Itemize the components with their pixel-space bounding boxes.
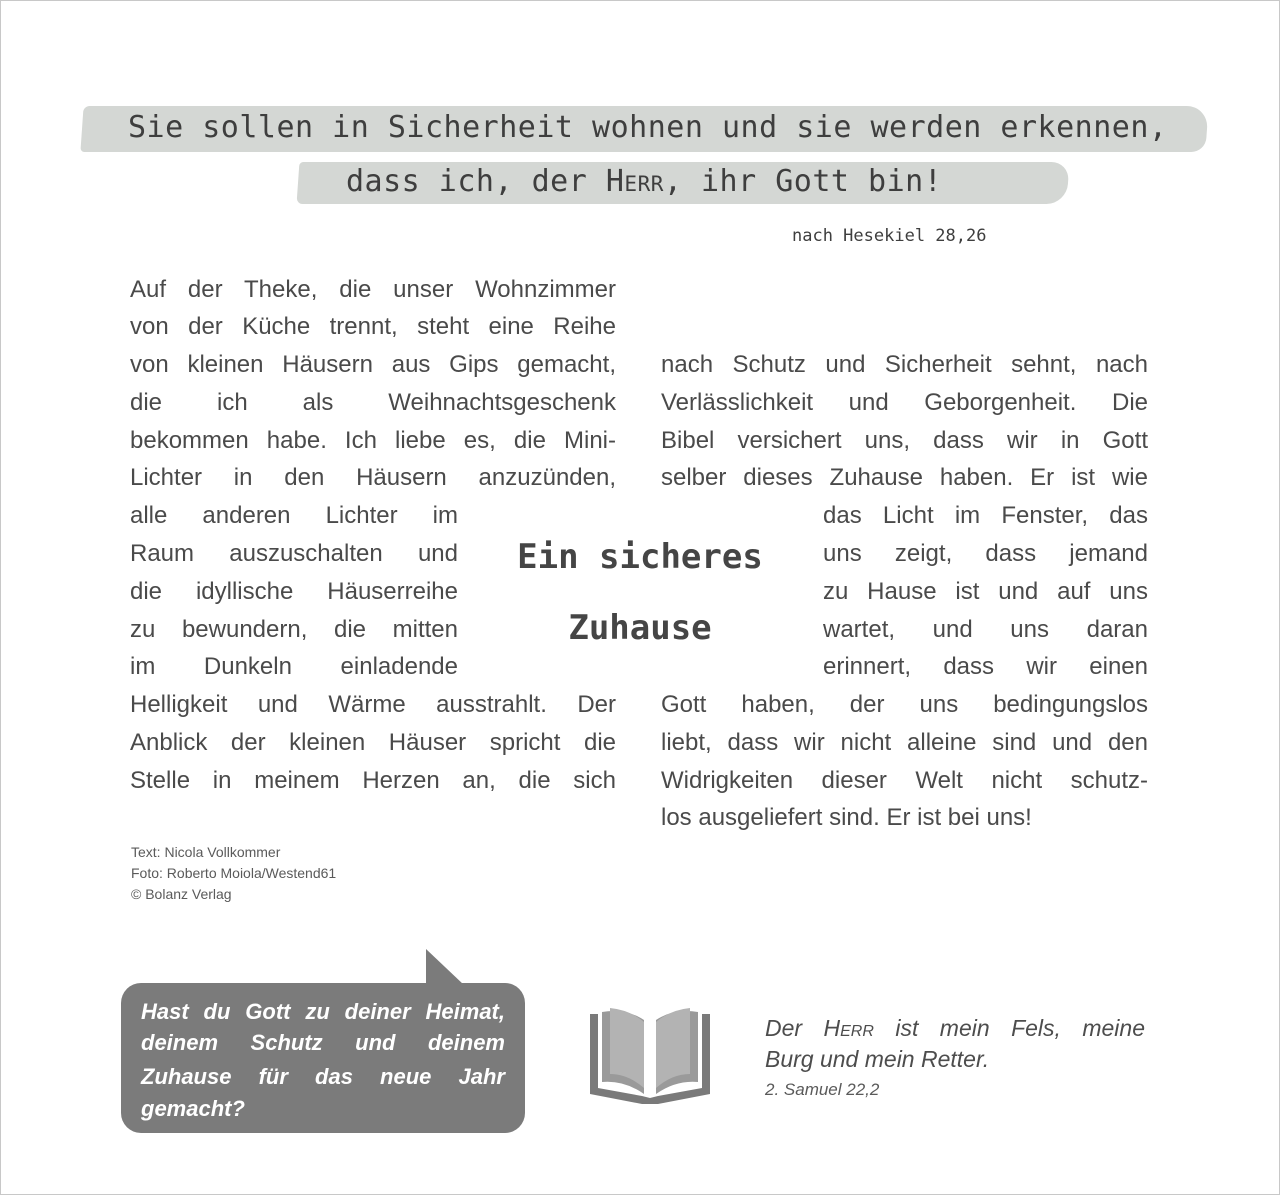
body-line: das Licht im Fenster, das [823, 502, 1148, 529]
verse-line-1: Sie sollen in Sicherheit wohnen und sie werden erkennen, [128, 110, 1168, 145]
body-line: Stelle in meinem Herzen an, die sich [130, 767, 616, 794]
article-title-line-2: Zuhause [568, 608, 712, 648]
question-line: Zuhause für das neue Jahr [141, 1064, 505, 1089]
body-line: uns zeigt, dass jemand [823, 540, 1148, 567]
body-line: Anblick der kleinen Häuser spricht die [130, 729, 616, 756]
credit-photo: Foto: Roberto Moiola/Westend61 [131, 865, 337, 881]
body-line: Gott haben, der uns bedingungslos [661, 691, 1148, 718]
body-line: wartet, und uns daran [823, 616, 1148, 643]
body-line: los ausgeliefert sind. Er ist bei uns! [661, 804, 1032, 831]
question-line: gemacht? [141, 1096, 245, 1121]
credit-text: Text: Nicola Vollkommer [131, 844, 281, 860]
body-line: von kleinen Häusern aus Gips gemacht, [130, 351, 616, 378]
body-line: die idyllische Häuserreihe [130, 578, 458, 605]
body-line: die ich als Weihnachtsgeschenk [130, 389, 616, 416]
credits [131, 842, 336, 905]
bible-quote-reference: 2. Samuel 22,2 [765, 1080, 880, 1099]
credit-copyright: © Bolanz Verlag [131, 886, 232, 902]
body-line: liebt, dass wir nicht alleine sind und den [661, 729, 1148, 756]
speech-bubble-tail [426, 949, 464, 985]
open-book-icon [588, 1008, 712, 1108]
verse-reference: nach Hesekiel 28,26 [792, 226, 987, 246]
body-line: im Dunkeln einladende [130, 653, 458, 680]
bible-quote-line-1: Der Herr ist mein Fels, meine [765, 1015, 1145, 1041]
bible-quote-line-2: Burg und mein Retter. [765, 1046, 990, 1072]
body-line: nach Schutz und Sicherheit sehnt, nach [661, 351, 1148, 378]
herr-smallcaps: Herr [823, 1015, 874, 1041]
body-line: Bibel versichert uns, dass wir in Gott [661, 427, 1148, 454]
herr-smallcaps: Herr [605, 164, 664, 199]
article-title-line-1: Ein sicheres [517, 537, 763, 577]
question-line: deinem Schutz und deinem [141, 1030, 505, 1055]
body-line: selber dieses Zuhause haben. Er ist wie [661, 464, 1148, 491]
body-line: Raum auszuschalten und [130, 540, 458, 567]
body-line: von der Küche trennt, steht eine Reihe [130, 313, 616, 340]
body-line: zu Hause ist und auf uns [823, 578, 1148, 605]
body-line: Helligkeit und Wärme ausstrahlt. Der [130, 691, 616, 718]
question-line: Hast du Gott zu deiner Heimat, [141, 999, 505, 1024]
body-line: zu bewundern, die mitten [130, 616, 458, 643]
body-line: erinnert, dass wir einen [823, 653, 1148, 680]
body-line: Lichter in den Häusern anzuzünden, [130, 464, 616, 491]
body-line: alle anderen Lichter im [130, 502, 458, 529]
verse-line-2: dass ich, der Herr, ihr Gott bin! [346, 164, 943, 199]
body-line: Auf der Theke, die unser Wohnzimmer [130, 276, 616, 303]
body-line: Verlässlichkeit und Geborgenheit. Die [661, 389, 1148, 416]
body-line: bekommen habe. Ich liebe es, die Mini- [130, 427, 616, 454]
body-line: Widrigkeiten dieser Welt nicht schutz- [661, 767, 1148, 794]
